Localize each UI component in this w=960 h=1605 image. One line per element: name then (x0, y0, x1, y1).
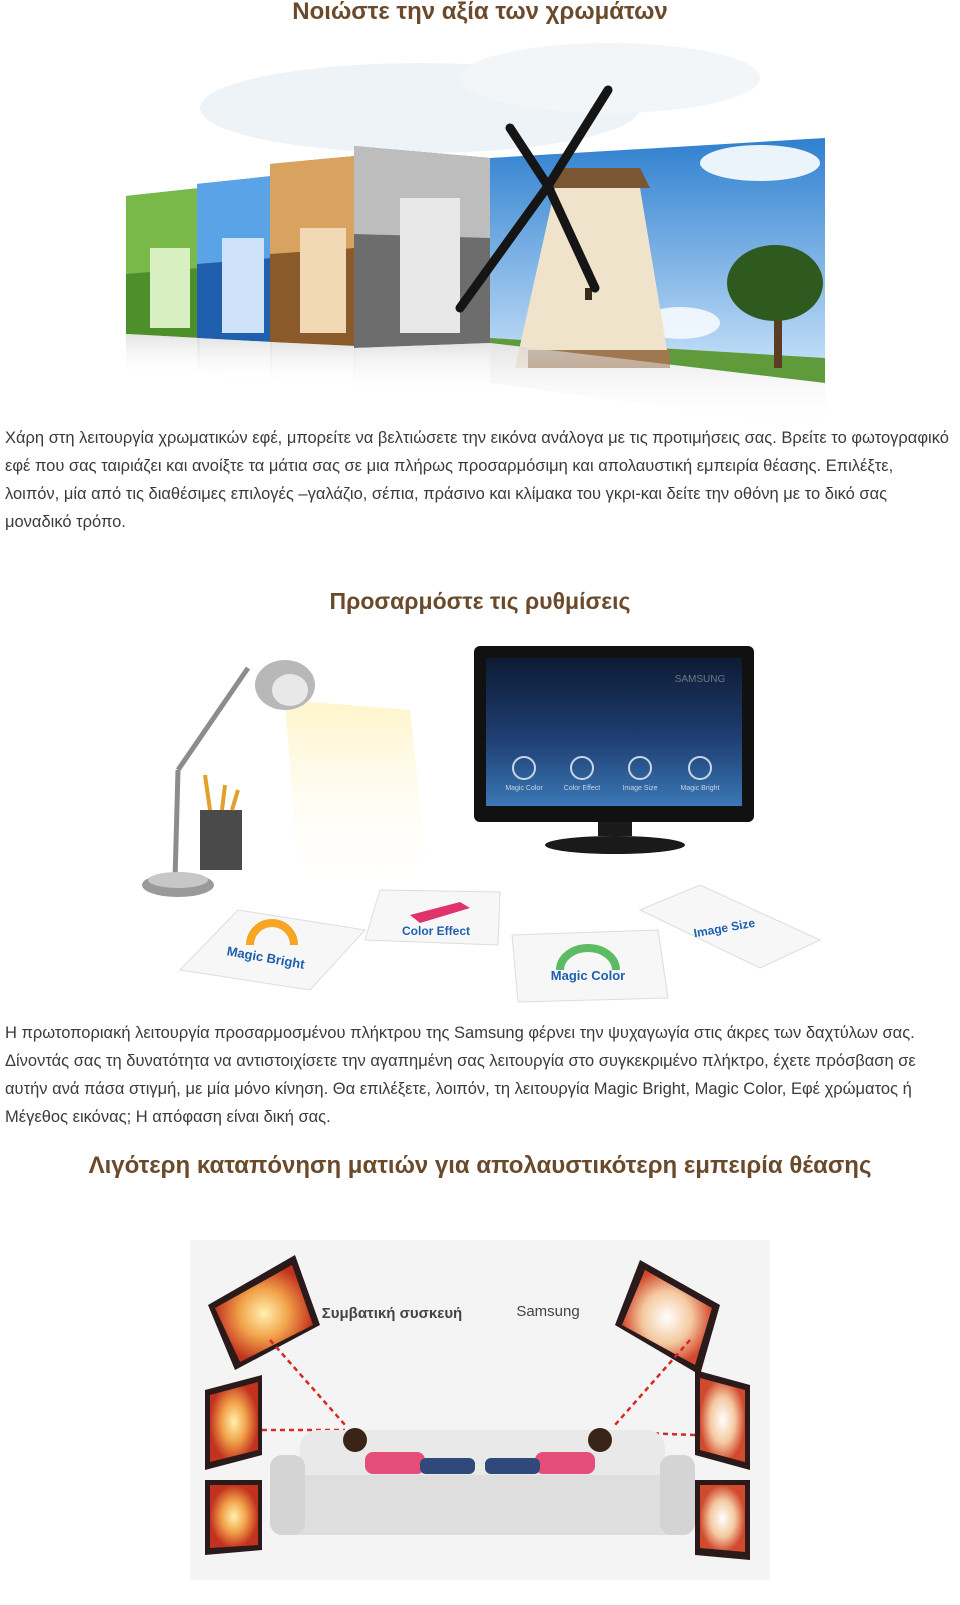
sofa (270, 1430, 695, 1535)
label-conventional: Συμβατική συσκευή (321, 1305, 463, 1322)
svg-text:Magic Color: Magic Color (550, 968, 626, 983)
blue-panel (197, 176, 272, 383)
tile-color-effect (365, 890, 500, 945)
svg-text:Color Effect: Color Effect (401, 924, 471, 938)
section-paragraph-colors: Χάρη στη λειτουργία χρωματικών εφέ, μπορείτε να βελτιώσετε την εικόνα ανάλογα με τις προτιμήσεις σας. Βρείτε το φωτογραφικό εφέ που σας ταιριάζει και ανοίξτε τα μάτια σας σε μια πλήρως προσαρμόσιμη και απολαυστική εμπειρία θέασης. Επιλέξτε, λοιπόν, μία από τις διαθέσιμες επιλογές –γαλάζιο, σέπια, πράσινο και κλίμακα του γκρι-και δείτε την οθόνη με το δικό σας μοναδικό τρόπο. (5, 429, 949, 531)
tile-magic-bright (180, 910, 365, 990)
section-paragraph-settings: Η πρωτοποριακή λειτουργία προσαρμοσμένου πλήκτρου της Samsung φέρνει την ψυχαγωγία στις άκρες των δαχτύλων σας. Δίνοντάς σας τη δυνατότητα να αντιστοιχίσετε την αγαπημένη σας λειτουργία στο συγκεκριμένο πλήκτρο, έχετε πρόσβαση σε αυτήν ανά πάσα στιγμή, με μία μόνο κίνηση. Θα επιλέξετε, λοιπόν, τη λειτουργία Magic Bright, Magic Color, Εφέ χρώματος ή Μέγεθος εικόνας; Η απόφαση είναι δική σας. (5, 1024, 916, 1126)
screen-icon-label: Color Effect (563, 785, 601, 792)
green-panel (126, 188, 200, 378)
label-samsung: Samsung (516, 1303, 580, 1320)
screen-icon-label: Image Size (622, 785, 658, 792)
tile-magic-color (512, 930, 668, 1002)
tile-image-size (640, 885, 820, 968)
grayscale-panel (354, 146, 490, 393)
eye-comfort-comparison-image (0, 1240, 960, 1580)
custom-key-monitor-image (0, 640, 960, 1010)
svg-text:Image Size: Image Size (692, 915, 757, 941)
screen-icon-label: Magic Color (505, 785, 543, 792)
sepia-panel (270, 156, 355, 388)
section-title-colors: Νοιώστε την αξία των χρωμάτων (292, 0, 668, 25)
full-color-panel (460, 90, 825, 418)
section-title-eye-comfort: Λιγότερη καταπόνηση ματιών για απολαυστικότερη εμπειρία θέασης (88, 1152, 872, 1179)
screen-icon-label: Magic Bright (680, 785, 720, 792)
monitor (474, 646, 754, 854)
monitor-brand-label: SAMSUNG (674, 674, 726, 685)
section-title-settings: Προσαρμόστε τις ρυθμίσεις (329, 588, 631, 614)
windmill-color-effects-image (0, 38, 960, 418)
svg-text:Magic Bright: Magic Bright (225, 943, 306, 972)
